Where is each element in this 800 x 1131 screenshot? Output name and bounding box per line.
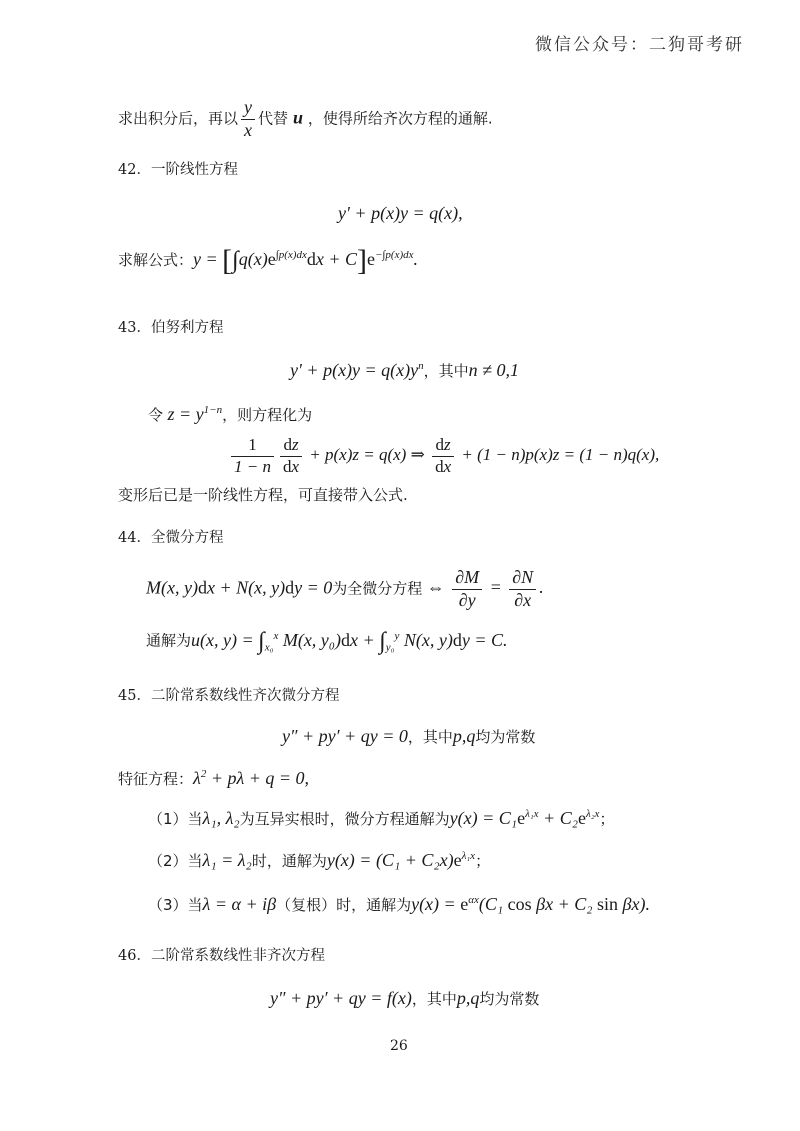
- characteristic-equation: 特征方程：$\lambda^2 + p\lambda + q = 0$,: [118, 768, 310, 788]
- intro-line: 求出积分后，再以 $\frac{y}{x}$ 代替 u ，使得所给齐次方程的通解.: [118, 97, 493, 140]
- intro-text-mid: 代替: [258, 109, 289, 128]
- section-45-title: 45．二阶常系数线性齐次微分方程: [118, 688, 340, 704]
- section-44-title: 44．全微分方程: [118, 530, 224, 546]
- section-42-title: 42．一阶线性方程: [118, 162, 238, 178]
- y-over-x-fraction: $\frac{y}{x}$: [241, 98, 255, 141]
- section-43-title: 43．伯努利方程: [118, 320, 224, 336]
- bernoulli-conclusion: 变形后已是一阶线性方程，可直接带入公式.: [118, 486, 408, 504]
- case-1-distinct-roots: （1）当λ₁, λ₂为互异实根时，微分方程通解为$y(x) = C_1e^{\lambda_1x} + C_2e^{\lambda_2x}$；: [148, 808, 615, 828]
- linear-solution-formula: 求解公式：$y = [\int q(x)e^{\int p(x)dx}dx + C]e^{-\int p(x)dx}$.: [118, 244, 419, 277]
- exact-equation-solution: 通解为u(x, $y) = \int_{x_0}^x$ M(x, $y_0)dx + \int_{y_0}^y$ N(x, y)dy = C.: [146, 628, 508, 654]
- intro-text-end: ，使得所给齐次方程的通解.: [307, 109, 493, 128]
- case-3-complex-roots: （3）当λ = α + iβ（复根）时，通解为$y(x) = e^{\alpha x}(C_1$ cos βx + C₂ sin βx).: [148, 894, 650, 914]
- bernoulli-equation: $y' + p(x)y = q(x)y^n$，其中n ≠ 0,1: [290, 360, 520, 380]
- page-header: 微信公众号：二狗哥考研: [535, 35, 744, 55]
- homogeneous-equation: y″ + py′ + qy = 0，其中p,q均为常数: [282, 726, 536, 746]
- section-46-title: 46．二阶常系数线性非齐次方程: [118, 948, 325, 964]
- linear-equation: y′ + p(x)y = q(x),: [338, 203, 463, 223]
- bernoulli-transformed-equation: $\frac{1}{1 - n}$ $\frac{dz}{dx}$ + p(x)z = q(x) ⇒ $\frac{dz}{dx}$ + (1 − n)p(x)z = (1 − n)q(x),: [228, 436, 659, 476]
- page-number: 26: [390, 1038, 408, 1054]
- case-2-repeated-roots: （2）当λ₁ = λ₂时，通解为$y(x) = (C_1 + C_2x)e^{\lambda_1x}$；: [148, 850, 491, 870]
- nonhomogeneous-equation: y″ + py′ + qy = f(x)，其中p,q均为常数: [270, 988, 540, 1008]
- exact-equation-criterion: M(x, y)dx + N(x, y)dy = 0为全微分方程 ⇔ $\frac{\partial M}{\partial y}$ = $\frac{\partial N}{\partial x}$ .: [146, 567, 544, 610]
- bernoulli-substitution: 令 $z = y^{1-n}$，则方程化为: [148, 404, 313, 424]
- intro-text: 求出积分后，再以: [118, 109, 239, 128]
